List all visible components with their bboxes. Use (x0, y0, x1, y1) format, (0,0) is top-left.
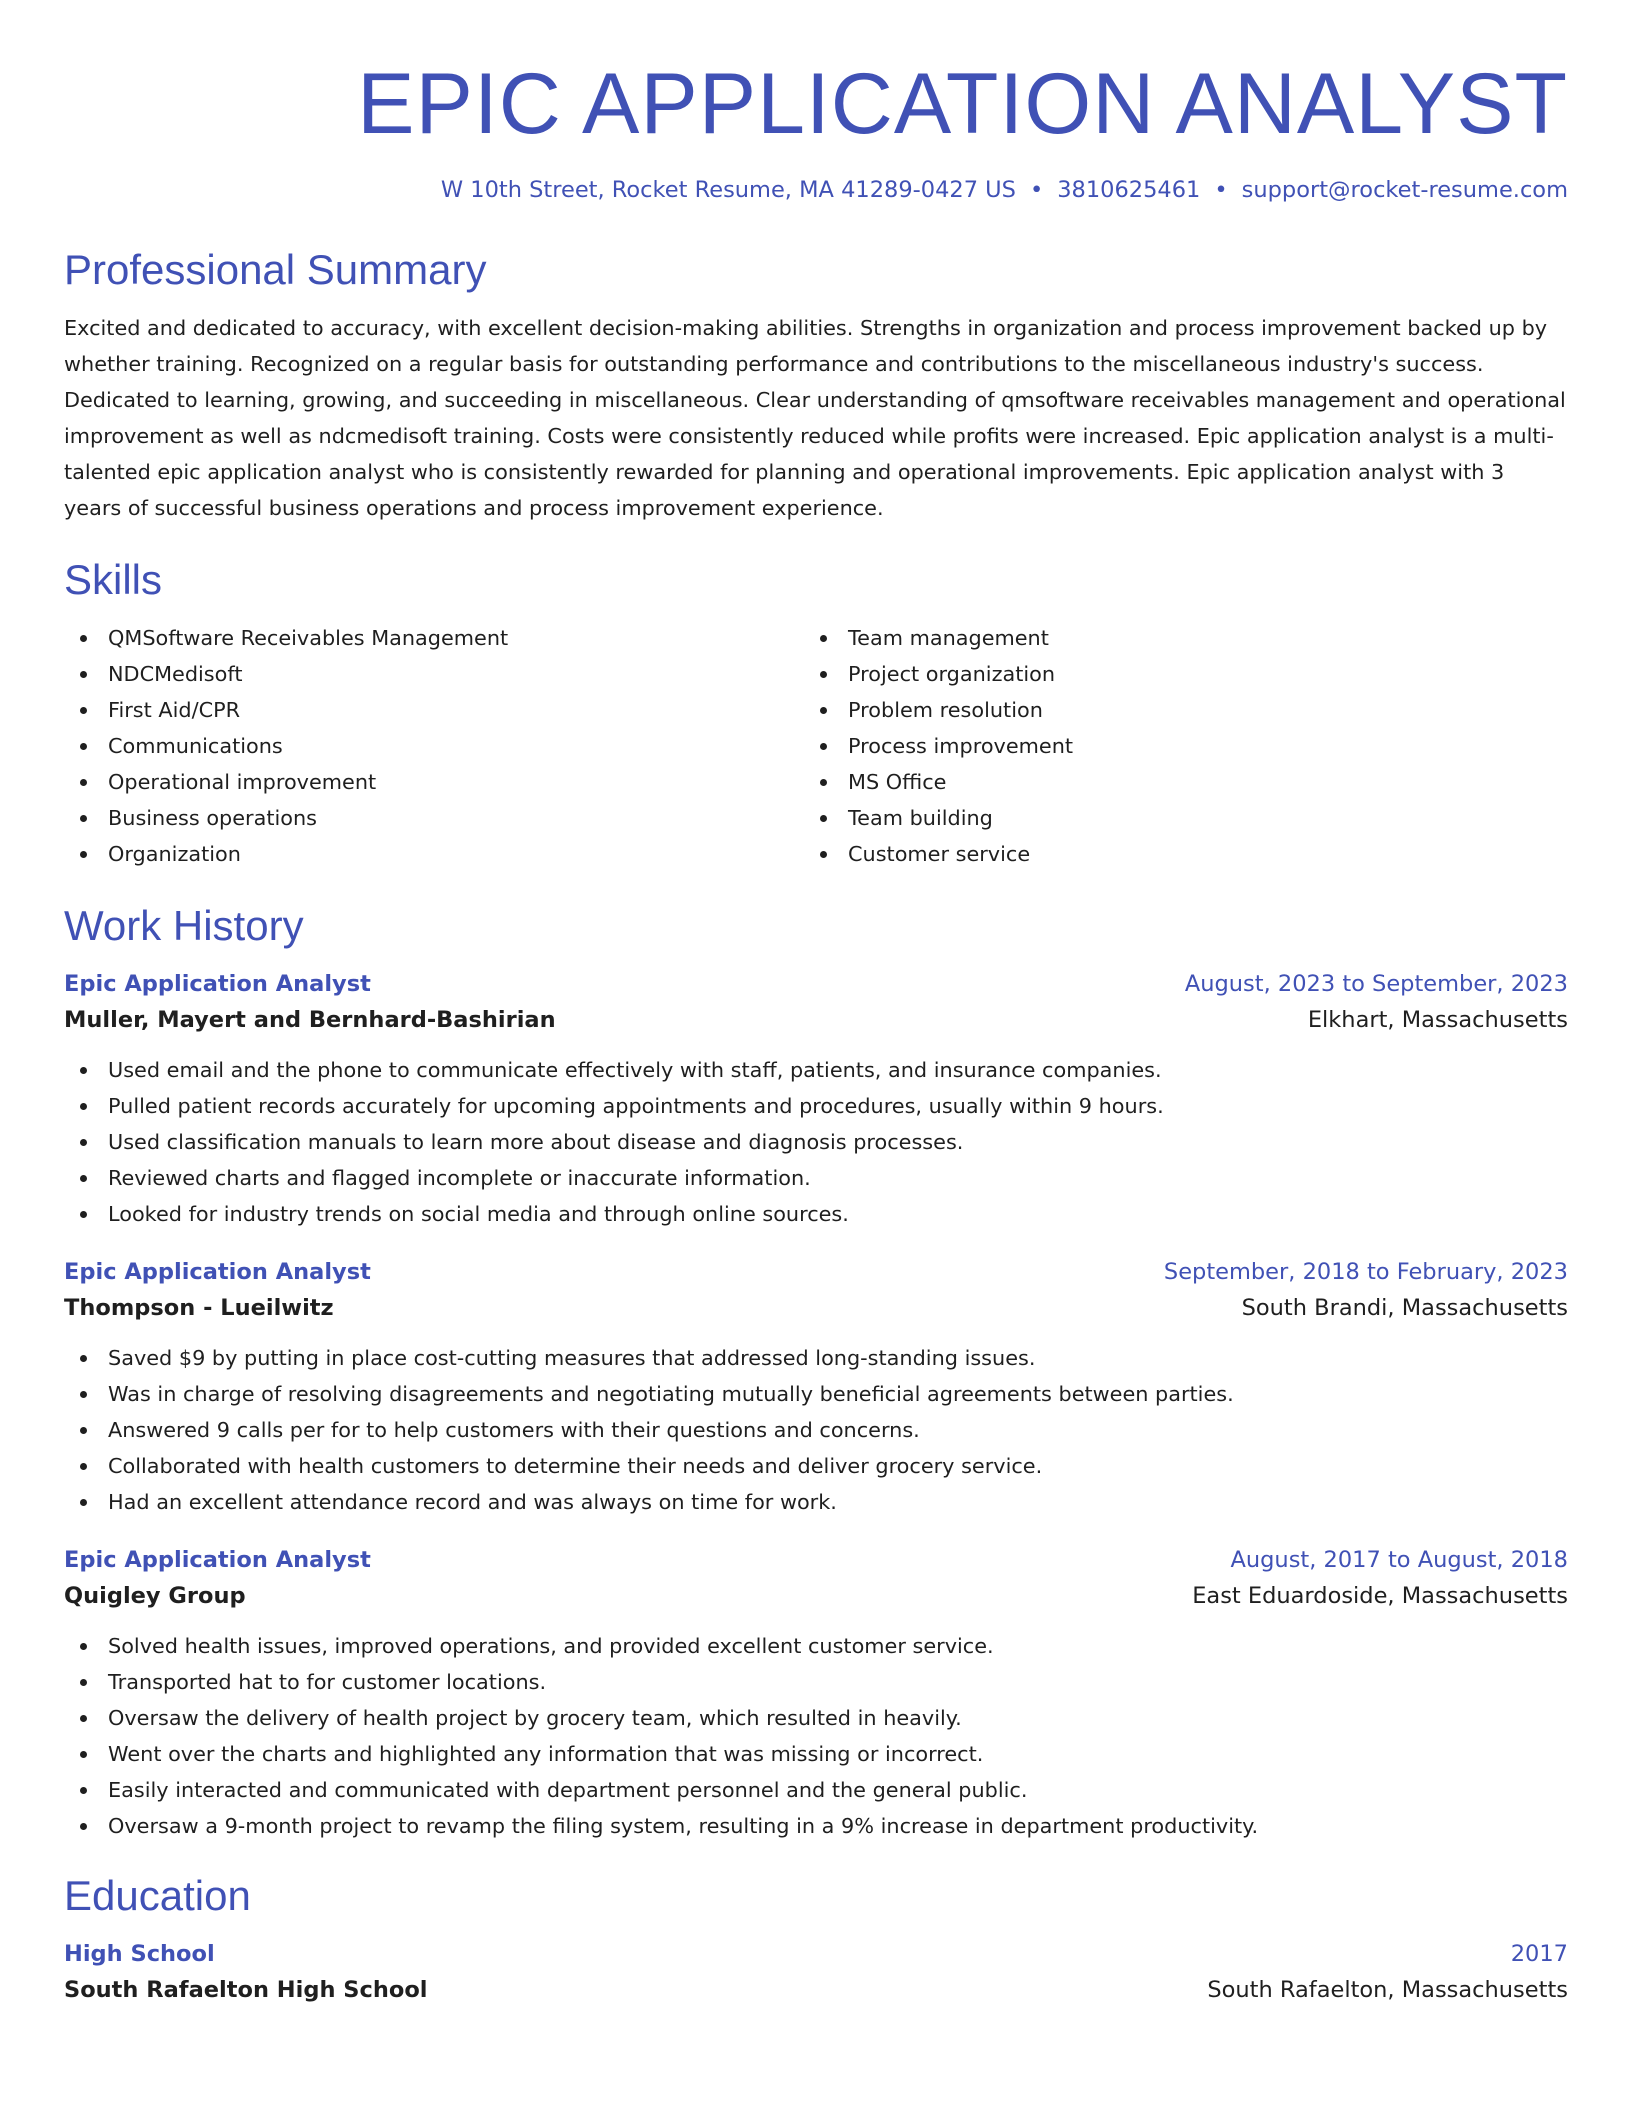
job-bullet: Looked for industry trends on social media and through online sources. (64, 1196, 1568, 1232)
job-bullet: Easily interacted and communicated with department personnel and the general public. (64, 1772, 1568, 1808)
education-entry (64, 1936, 1568, 2008)
skill-item: Organization (64, 836, 804, 872)
education-heading: Education (64, 1872, 251, 1919)
job-company-row (64, 1002, 1568, 1038)
job-bullet: Answered 9 calls per for to help customers with their questions and concerns. (64, 1412, 1568, 1448)
resume-header (64, 56, 1568, 206)
job-title: Epic Application Analyst (64, 1547, 371, 1573)
skill-item: Problem resolution (804, 692, 1544, 728)
job-entry (64, 1542, 1568, 1844)
job-bullet: Saved $9 by putting in place cost-cutting measures that addressed long-standing issues. (64, 1340, 1568, 1376)
contact-separator: • (1029, 177, 1044, 203)
job-bullet: Oversaw a 9-month project to revamp the filing system, resulting in a 9% increase in department productivity. (64, 1808, 1568, 1844)
job-bullet: Reviewed charts and flagged incomplete or inaccurate information. (64, 1160, 1568, 1196)
job-bullet: Was in charge of resolving disagreements and negotiating mutually beneficial agreements between parties. (64, 1376, 1568, 1412)
job-dates: August, 2017 to August, 2018 (1230, 1547, 1568, 1573)
contact-address: W 10th Street, Rocket Resume, MA 41289-0427 US (440, 177, 1016, 203)
education-school: South Rafaelton High School (64, 1977, 428, 2003)
skills-section (64, 554, 1568, 872)
job-title-row (64, 1542, 1568, 1578)
job-title: Epic Application Analyst (64, 1259, 371, 1285)
summary-section (64, 244, 1568, 526)
job-bullet: Used email and the phone to communicate effectively with staff, patients, and insurance companies. (64, 1052, 1568, 1088)
education-degree: High School (64, 1941, 215, 1967)
skill-item: NDCMedisoft (64, 656, 804, 692)
summary-heading: Professional Summary (64, 246, 487, 293)
job-company-row (64, 1578, 1568, 1614)
work-history-heading: Work History (64, 902, 304, 949)
job-bullets (64, 1052, 1568, 1232)
skill-item: Project organization (804, 656, 1544, 692)
skill-item: Communications (64, 728, 804, 764)
skill-item: QMSoftware Receivables Management (64, 620, 804, 656)
skill-item: Operational improvement (64, 764, 804, 800)
education-section (64, 1870, 1568, 2008)
job-bullet: Solved health issues, improved operations, and provided excellent customer service. (64, 1628, 1568, 1664)
job-location: East Eduardoside, Massachusetts (1192, 1583, 1568, 1609)
job-company: Muller, Mayert and Bernhard-Bashirian (64, 1007, 556, 1033)
skill-item: Business operations (64, 800, 804, 836)
contact-phone: 3810625461 (1057, 177, 1201, 203)
job-bullet: Had an excellent attendance record and was always on time for work. (64, 1484, 1568, 1520)
skill-item: MS Office (804, 764, 1544, 800)
job-title-row (64, 966, 1568, 1002)
skill-item: Team management (804, 620, 1544, 656)
job-title-row (64, 1254, 1568, 1290)
summary-text: Excited and dedicated to accuracy, with excellent decision-making abilities. Strengths in organization and process improvement backed up by whether training. Recognized on a regular basis for outstanding performance and contributions to the miscellaneous industry's success. Dedicated to learning, growing, and succeeding in miscellaneous. Clear understanding of qmsoftware receivables management and operational improvement as well as ndcmedisoft training. Costs were consistently reduced while profits were increased. Epic application analyst is a multi-talented epic application analyst who is consistently rewarded for planning and operational improvements. Epic application analyst with 3 years of successful business operations and process improvement experience. (64, 316, 1566, 520)
candidate-name: EPIC APPLICATION ANALYST (357, 56, 1568, 152)
job-bullet: Collaborated with health customers to determine their needs and deliver grocery service. (64, 1448, 1568, 1484)
job-bullet: Transported hat to for customer locations. (64, 1664, 1568, 1700)
job-bullet: Pulled patient records accurately for upcoming appointments and procedures, usually within 9 hours. (64, 1088, 1568, 1124)
job-location: Elkhart, Massachusetts (1307, 1007, 1568, 1033)
skills-list-left (64, 620, 804, 872)
skills-heading: Skills (64, 556, 163, 603)
skills-columns (64, 620, 1568, 872)
job-bullet: Oversaw the delivery of health project by grocery team, which resulted in heavily. (64, 1700, 1568, 1736)
work-history-section (64, 900, 1568, 1844)
skill-item: Process improvement (804, 728, 1544, 764)
education-school-row (64, 1972, 1568, 2008)
job-bullets (64, 1340, 1568, 1520)
job-bullet: Went over the charts and highlighted any information that was missing or incorrect. (64, 1736, 1568, 1772)
education-year: 2017 (1510, 1941, 1568, 1967)
job-bullets (64, 1628, 1568, 1844)
job-company-row (64, 1290, 1568, 1326)
skill-item: Customer service (804, 836, 1544, 872)
skill-item: Team building (804, 800, 1544, 836)
job-location: South Brandi, Massachusetts (1241, 1295, 1568, 1321)
education-location: South Rafaelton, Massachusetts (1207, 1977, 1568, 2003)
job-entry (64, 966, 1568, 1232)
contact-separator: • (1214, 177, 1228, 203)
job-title: Epic Application Analyst (64, 971, 371, 997)
job-company: Quigley Group (64, 1583, 246, 1609)
job-bullet: Used classification manuals to learn more about disease and diagnosis processes. (64, 1124, 1568, 1160)
contact-line (64, 174, 1568, 206)
job-entry (64, 1254, 1568, 1520)
job-dates: August, 2023 to September, 2023 (1184, 971, 1568, 997)
skills-list-right (804, 620, 1544, 872)
job-dates: September, 2018 to February, 2023 (1163, 1259, 1568, 1285)
education-degree-row (64, 1936, 1568, 1972)
skill-item: First Aid/CPR (64, 692, 804, 728)
job-company: Thompson - Lueilwitz (64, 1295, 334, 1321)
contact-email: support@rocket-resume.com (1241, 177, 1568, 203)
